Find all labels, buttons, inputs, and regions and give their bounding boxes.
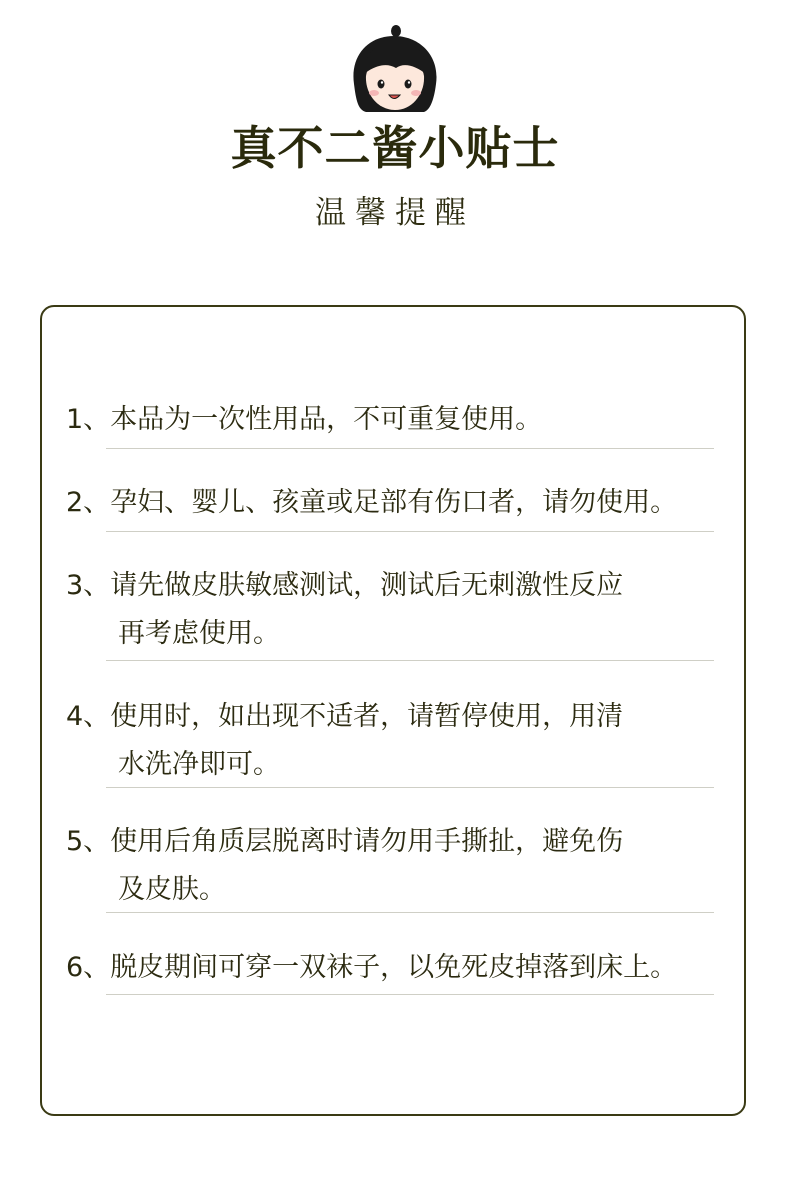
tip-number: 1、 (66, 404, 111, 435)
tip-number: 5、 (66, 826, 111, 857)
tip-text: 使用后角质层脱离时请勿用手撕扯，避免伤 (110, 826, 624, 857)
tip-number: 4、 (66, 701, 111, 732)
tip-item-2 (66, 479, 726, 527)
tip-item-5 (66, 818, 726, 914)
tip-text: 请先做皮肤敏感测试，测试后无刺激性反应 (110, 570, 624, 601)
tip-number: 6、 (66, 952, 111, 983)
tip-text-continued: 水洗净即可。 (118, 749, 280, 780)
tip-divider (106, 660, 714, 661)
page-title: 真不二酱小贴士 (230, 121, 560, 175)
tip-text-continued: 及皮肤。 (118, 874, 226, 905)
tip-divider (106, 994, 714, 995)
tip-item-6 (66, 944, 726, 992)
tip-divider (106, 912, 714, 913)
tip-text-continued: 再考虑使用。 (118, 618, 280, 649)
tip-text: 本品为一次性用品，不可重复使用。 (110, 404, 543, 435)
tip-text: 使用时，如出现不适者，请暂停使用，用清 (110, 701, 624, 732)
tip-item-3 (66, 562, 726, 658)
tip-divider (106, 787, 714, 788)
tip-item-1 (66, 396, 726, 444)
tip-text: 孕妇、婴儿、孩童或足部有伤口者，请勿使用。 (110, 487, 678, 518)
tip-item-4 (66, 693, 726, 789)
tip-divider (106, 448, 714, 449)
mascot-girl-illustration (346, 22, 442, 118)
tip-number: 2、 (66, 487, 111, 518)
tip-number: 3、 (66, 570, 111, 601)
page-subtitle: 温馨提醒 (315, 195, 475, 231)
tip-text: 脱皮期间可穿一双袜子，以免死皮掉落到床上。 (110, 952, 678, 983)
tip-divider (106, 531, 714, 532)
